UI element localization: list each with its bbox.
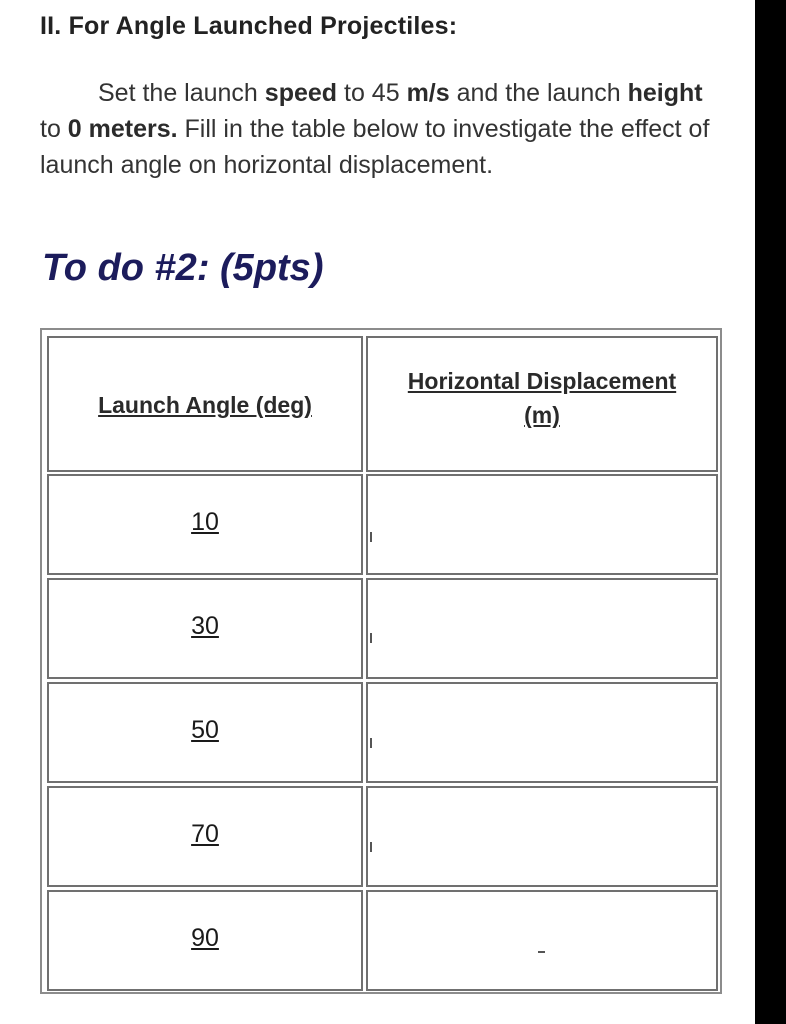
table-row-angle-cell [47, 682, 363, 783]
header-displacement-label: Horizontal Displacement [407, 368, 677, 394]
intro-bold-meters: 0 meters. [67, 115, 178, 143]
instructions-paragraph [40, 75, 730, 183]
intro-text-3: and the launch [449, 79, 628, 107]
intro-text-1: Set the launch [98, 79, 265, 107]
angle-value: 30 [191, 612, 219, 640]
section-heading: II. For Angle Launched Projectiles: [40, 12, 458, 40]
displacement-input-cell[interactable] [366, 786, 718, 887]
angle-value: 50 [191, 716, 219, 744]
intro-bold-height: height [627, 79, 703, 107]
text-cursor-mark [370, 633, 372, 643]
intro-text-2: to 45 [337, 79, 407, 107]
header-displacement-unit: (m) [524, 402, 560, 428]
text-cursor-mark [370, 842, 372, 852]
header-angle-label: Launch Angle (deg) [98, 392, 312, 418]
displacement-input-cell[interactable] [366, 474, 718, 575]
table-row-angle-cell [47, 474, 363, 575]
displacement-input-cell[interactable] [366, 890, 718, 991]
table-row-angle-cell [47, 578, 363, 679]
intro-text-5: Fill in the table below to investigate the effect of launch angle on horizontal displacement. [40, 115, 710, 179]
header-cell-angle [47, 336, 363, 472]
intro-text-4: to [40, 115, 68, 143]
intro-bold-speed: speed [264, 79, 338, 107]
dash-mark [538, 951, 545, 953]
text-cursor-mark [370, 532, 372, 542]
todo-heading: To do #2: (5pts) [42, 247, 324, 289]
displacement-input-cell[interactable] [366, 578, 718, 679]
intro-bold-units: m/s [406, 79, 450, 107]
table-row-angle-cell [47, 786, 363, 887]
table-row-angle-cell [47, 890, 363, 991]
angle-value: 90 [191, 924, 219, 952]
angle-value: 70 [191, 820, 219, 848]
angle-value: 10 [191, 508, 219, 536]
displacement-input-cell[interactable] [366, 682, 718, 783]
header-cell-displacement [366, 336, 718, 472]
text-cursor-mark [370, 738, 372, 748]
